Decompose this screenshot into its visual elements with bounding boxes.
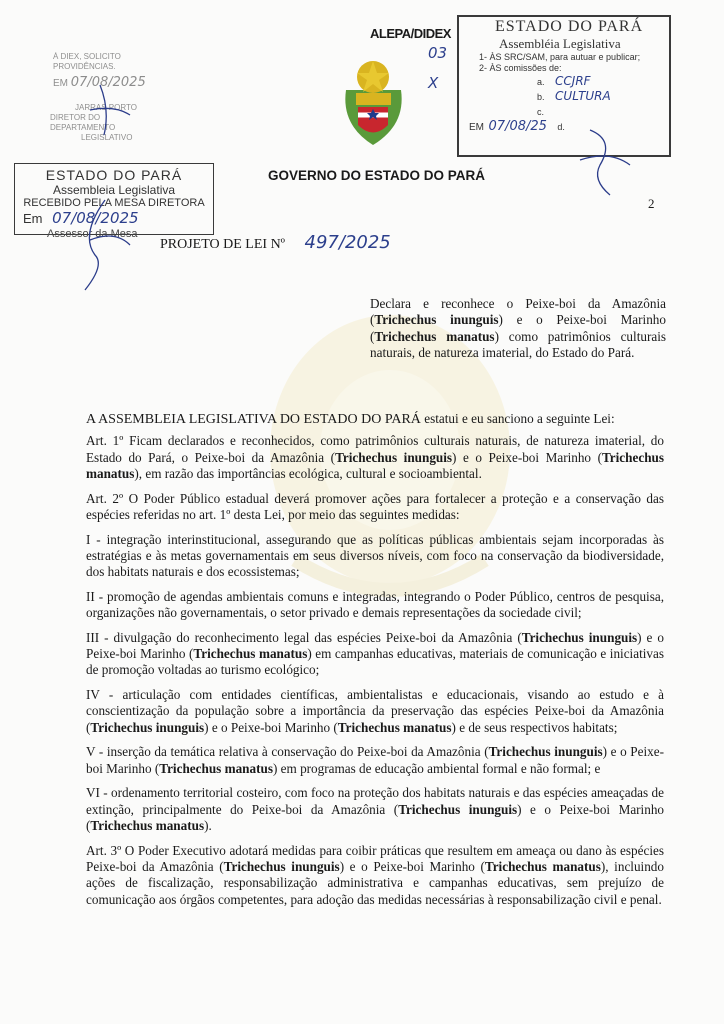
protocol-date: 07/08/2025 — [70, 75, 146, 90]
ementa — [370, 296, 666, 362]
alepa-hand-mark: X — [428, 74, 439, 92]
protocol-signer: JARRAS PORTO — [75, 103, 137, 112]
law-body — [86, 411, 664, 916]
item-3 — [86, 630, 664, 679]
inc4-text-a: IV - articulação com entidades científicas, ambientalistas e educacionais, visando ao estudo e à conscientização da população sobre a importância da preservação das espécies Peixe-boi da Amazônia ( — [86, 687, 664, 735]
protocol-line-1: À DIEX, SOLICITO — [53, 52, 121, 61]
dispatch-a-label: a. — [537, 77, 545, 87]
ementa-text-3: ) como patrimônios culturais naturais, de natureza imaterial, do Estado do Pará. — [370, 328, 666, 361]
art1-species-b: Trichechus manatus — [86, 449, 664, 481]
dispatch-item-2: 2- ÀS comissões de: — [479, 63, 562, 73]
dispatch-b-label: b. — [537, 92, 545, 102]
enacting-rest: estatui e eu sanciono a seguinte Lei: — [420, 411, 615, 426]
dispatch-date: 07/08/25 — [488, 119, 547, 134]
inc4-species-b: Trichechus manatus — [337, 719, 452, 735]
item-4 — [86, 687, 664, 736]
received-footer: Assessor da Mesa — [47, 228, 138, 240]
inc5-species-b: Trichechus manatus — [159, 760, 273, 776]
dispatch-subtitle: Assembléia Legislativa — [499, 36, 621, 51]
dispatch-em: EM — [469, 122, 484, 133]
inc6-species-a: Trichechus inunguis — [398, 801, 518, 817]
protocol-line-2: PROVIDÊNCIAS. — [53, 62, 116, 71]
received-date: 07/08/2025 — [52, 209, 139, 227]
article-1 — [86, 433, 664, 482]
bill-label-row — [160, 232, 391, 253]
art1-text-a: Art. 1º Ficam declarados e reconhecidos, como patrimônios culturais naturais, de natureza imaterial, do Estado do Pará, o Peixe-boi da Amazônia ( — [86, 433, 664, 465]
received-em: Em — [23, 211, 43, 226]
protocol-role2: LEGISLATIVO — [81, 133, 133, 142]
article-2: Art. 2º O Poder Público estadual deverá promover ações para fortalecer a proteção e a conservação das espécies referidas no art. 1º desta Lei, por meio das seguintes medidas: — [86, 490, 664, 522]
inc3-species-b: Trichechus manatus — [193, 646, 308, 662]
page-number: 2 — [648, 196, 655, 211]
item-2: II - promoção de agendas ambientais comuns e integradas, integrando o Poder Público, centros de pesquisa, organizações não governamentais, o setor privado e demais representações da sociedade civil; — [86, 588, 664, 621]
para-coat-of-arms — [336, 55, 411, 155]
enacting-assembly: A ASSEMBLEIA LEGISLATIVA DO ESTADO DO PARÁ — [86, 412, 421, 427]
ementa-species-2: Trichechus manatus — [374, 328, 495, 344]
inc4-species-a: Trichechus inunguis — [90, 719, 205, 735]
inc3-text-a: III - divulgação do reconhecimento legal das espécies Peixe-boi da Amazônia ( — [86, 629, 522, 645]
inc5-text-b: ) e o Peixe-boi Marinho ( — [86, 744, 664, 776]
art3-text-c: ), incluindo ações de fiscalização, responsabilização administrativa e campanhas educativas, sem prejuízo de comunicação aos órgãos competentes, para adoção das medidas necessárias à responsabilização civil e penal. — [86, 858, 664, 907]
ementa-text-2: ) e o Peixe-boi Marinho ( — [370, 312, 666, 344]
inc6-text-b: ) e o Peixe-boi Marinho ( — [86, 801, 665, 833]
item-6 — [86, 785, 664, 834]
dispatch-d-label: d. — [557, 122, 565, 132]
inc3-species-a: Trichechus inunguis — [521, 629, 638, 645]
dispatch-a-value: CCJRF — [555, 74, 591, 88]
ementa-text-1: Declara e reconhece o Peixe-boi da Amazônia ( — [370, 296, 666, 328]
art3-species-a: Trichechus inunguis — [223, 858, 340, 874]
inc3-text-b: ) e o Peixe-boi Marinho ( — [86, 629, 664, 662]
dispatch-title: ESTADO DO PARÁ — [495, 18, 644, 35]
inc5-species-a: Trichechus inunguis — [488, 744, 603, 760]
art3-text-b: ) e o Peixe-boi Marinho ( — [339, 858, 485, 874]
received-line-1: ESTADO DO PARÁ — [45, 167, 183, 183]
bill-number: 497/2025 — [304, 232, 391, 253]
alepa-hand-number: 03 — [428, 44, 448, 62]
art3-text-a: Art. 3º O Poder Executivo adotará medidas para coibir práticas que resultem em ameaça ou dano às espécies Peixe-boi da Amazônia ( — [86, 842, 664, 874]
received-line-2: Assembleia Legislativa — [52, 183, 176, 197]
received-signature — [70, 195, 140, 295]
protocol-role: DIRETOR DO DEPARTAMENTO — [50, 113, 116, 132]
art1-text-c: ), em razão das importâncias ecológica, cultural e socioambiental. — [134, 465, 482, 481]
inc6-text-c: ). — [204, 817, 212, 833]
inc6-species-b: Trichechus manatus — [90, 817, 205, 833]
inc4-text-b: ) e o Peixe-boi Marinho ( — [204, 719, 338, 735]
bill-label: PROJETO DE LEI Nº — [160, 237, 286, 252]
dispatch-c-label: c. — [537, 107, 545, 117]
dispatch-signature — [570, 120, 640, 200]
inc5-text-c: ) em programas de educação ambiental formal e não formal; e — [272, 760, 601, 776]
item-5 — [86, 744, 664, 777]
government-title: GOVERNO DO ESTADO DO PARÁ — [268, 168, 486, 183]
dispatch-item-1: 1- ÀS SRC/SAM, para autuar e publicar; — [479, 52, 641, 62]
ementa-species-1: Trichechus inunguis — [374, 312, 499, 328]
art1-text-b: ) e o Peixe-boi Marinho ( — [452, 449, 602, 465]
inc4-text-c: ) e de seus respectivos habitats; — [451, 719, 618, 735]
art3-species-b: Trichechus manatus — [484, 858, 601, 874]
inc3-text-c: ) em campanhas educativas, materiais de comunicação e iniciativas de promoção voltadas ao turismo ecológico; — [86, 646, 664, 678]
dispatch-b-value: CULTURA — [555, 89, 611, 103]
received-line-3: RECEBIDO PELA MESA DIRETORA — [23, 197, 205, 209]
enacting-clause — [86, 411, 664, 428]
item-1: I - integração interinstitucional, assegurando que as políticas públicas ambientais sejam incorporadas às estratégias e às metas governamentais em seus diversos níveis, com foco na conservação da biodiversidade, dos habitats naturais e dos ecossistemas; — [86, 531, 664, 580]
inc6-text-a: VI - ordenamento territorial costeiro, com foco na proteção dos habitats naturais e das espécies ameaçadas de extinção, principalmente do Peixe-boi da Amazônia ( — [86, 785, 664, 817]
alepa-didex-label: ALEPA/DIDEX — [370, 26, 451, 41]
art1-species-a: Trichechus inunguis — [335, 449, 453, 465]
protocol-signature — [80, 80, 140, 140]
inc5-text-a: V - inserção da temática relativa à conservação do Peixe-boi da Amazônia ( — [86, 744, 489, 760]
protocol-em: EM — [53, 78, 68, 89]
article-3 — [86, 843, 664, 908]
